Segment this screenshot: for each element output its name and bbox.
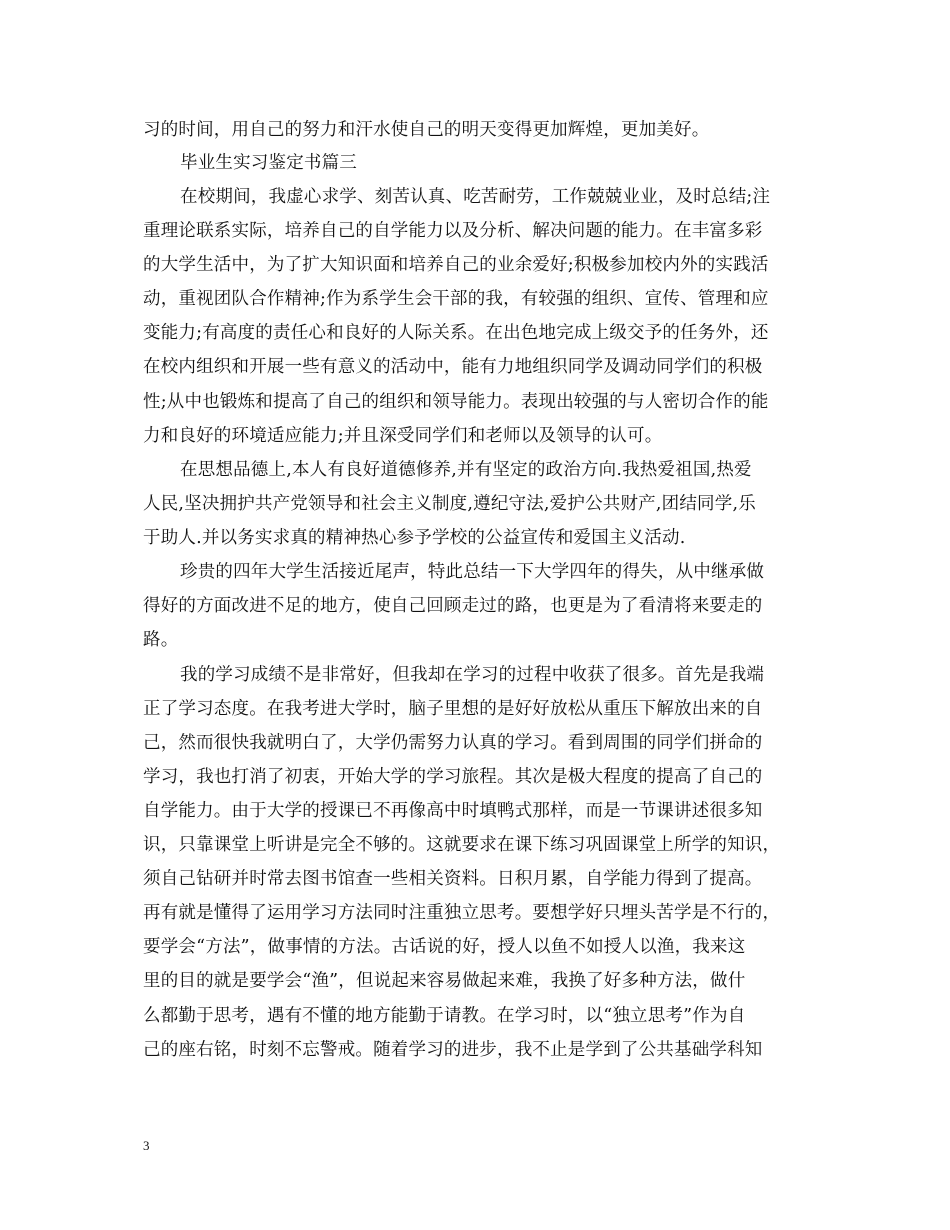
text-line: 要学会“方法”，做事情的方法。古话说的好，授人以鱼不如授人以渔，我来这 [143, 937, 746, 957]
text-line: 人民,坚决拥护共产党领导和社会主义制度,遵纪守法,爱护公共财产,团结同学,乐 [143, 494, 756, 514]
text-line: 我的学习成绩不是非常好，但我却在学习的过程中收获了很多。首先是我端 [180, 665, 765, 685]
page-number: 3 [143, 1138, 150, 1153]
text-line: 正了学习态度。在我考进大学时，脑子里想的是好好放松从重压下解放出来的自 [143, 699, 763, 719]
text-line: 得好的方面改进不足的地方，使自己回顾走过的路，也更是为了看清将来要走的 [143, 596, 763, 616]
text-line: 在校期间，我虚心求学、刻苦认真、吃苦耐劳，工作兢兢业业，及时总结;注 [180, 187, 771, 207]
text-line: 在校内组织和开展一些有意义的活动中，能有力地组织同学及调动同学们的积极 [143, 357, 763, 377]
text-line: 于助人.并以务实求真的精神热心参予学校的公益宣传和爱国主义活动. [143, 528, 686, 548]
text-line: 再有就是懂得了运用学习方法同时注重独立思考。要想学好只埋头苦学是不行的， [143, 903, 781, 923]
text-line: 性;从中也锻炼和提高了自己的组织和领导能力。表现出较强的与人密切合作的能 [143, 392, 769, 412]
text-line: 重理论联系实际，培养自己的自学能力以及分析、解决问题的能力。在丰富多彩 [143, 221, 763, 241]
text-line: 变能力;有高度的责任心和良好的人际关系。在出色地完成上级交予的任务外，还 [143, 323, 769, 343]
text-line: 动，重视团队合作精神;作为系学生会干部的我，有较强的组织、宣传、管理和应 [143, 289, 769, 309]
text-line: 学习，我也打消了初衷，开始大学的学习旅程。其次是极大程度的提高了自己的 [143, 767, 763, 787]
text-line: 么都勤于思考，遇有不懂的地方能勤于请教。在学习时，以“独立思考”作为自 [143, 1006, 746, 1026]
text-line: 珍贵的四年大学生活接近尾声，特此总结一下大学四年的得失，从中继承做 [180, 562, 765, 582]
text-line: 自学能力。由于大学的授课已不再像高中时填鸭式那样，而是一节课讲述很多知 [143, 801, 763, 821]
text-line: 己，然而很快我就明白了，大学仍需努力认真的学习。看到周围的同学们拼命的 [143, 733, 763, 753]
text-line: 里的目的就是要学会“渔”，但说起来容易做起来难，我换了好多种方法，做什 [143, 971, 746, 991]
text-line: 路。 [143, 630, 179, 650]
text-line: 在思想品德上,本人有良好道德修养,并有坚定的政治方向.我热爱祖国,热爱 [180, 460, 752, 480]
text-line: 须自己钻研并时常去图书馆查一些相关资料。日积月累，自学能力得到了提高。 [143, 869, 763, 889]
text-line: 力和良好的环境适应能力;并且深受同学们和老师以及领导的认可。 [143, 426, 663, 446]
text-line: 己的座右铭，时刻不忘警戒。随着学习的进步，我不止是学到了公共基础学科知 [143, 1040, 763, 1060]
text-line: 的大学生活中，为了扩大知识面和培养自己的业余爱好;积极参加校内外的实践活 [143, 255, 769, 275]
text-line: 识，只靠课堂上听讲是完全不够的。这就要求在课下练习巩固课堂上所学的知识， [143, 835, 781, 855]
section-heading: 毕业生实习鉴定书篇三 [180, 153, 357, 173]
text-line: 习的时间，用自己的努力和汗水使自己的明天变得更加辉煌，更加美好。 [143, 120, 710, 140]
